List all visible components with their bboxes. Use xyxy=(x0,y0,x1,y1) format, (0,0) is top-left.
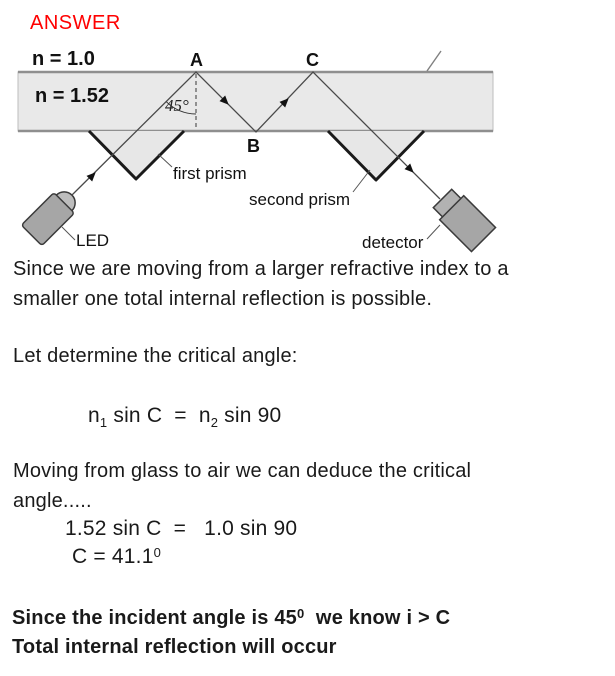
answer-heading: ANSWER xyxy=(30,12,121,34)
first-prism xyxy=(89,131,184,179)
snell-n2-subscript: 2 xyxy=(210,415,219,430)
snell-n2: n xyxy=(198,404,211,427)
solution-para3-line2: angle..... xyxy=(13,490,92,512)
second-prism-leader-line xyxy=(353,170,370,192)
snell-n1: n xyxy=(88,404,100,427)
snells-law-equation xyxy=(88,404,281,430)
surface-tick-mark xyxy=(427,51,441,71)
point-a-label: A xyxy=(190,50,203,70)
led-label: LED xyxy=(76,231,110,250)
point-c-label: C xyxy=(306,50,319,70)
second-prism xyxy=(328,131,424,180)
second-prism-label: second prism xyxy=(249,190,351,209)
result-degree-superscript: 0 xyxy=(153,545,162,560)
detector-leader-line xyxy=(427,225,440,239)
conclusion-line2: Total internal reflection will occur xyxy=(12,636,337,658)
snell-tail: sin 90 xyxy=(218,404,282,427)
solution-para3-line1: Moving from glass to air we can deduce the critical xyxy=(13,460,472,482)
critical-angle-result xyxy=(72,545,161,569)
snell-n1-subscript: 1 xyxy=(99,415,108,430)
prism-diagram xyxy=(0,0,615,260)
detector-label: detector xyxy=(362,233,424,252)
numeric-equation: 1.52 sin C = 1.0 sin 90 xyxy=(65,517,298,540)
solution-para2: Let determine the critical angle: xyxy=(13,345,298,367)
led-leader-line xyxy=(62,227,75,240)
snell-mid: sin C = xyxy=(107,404,199,427)
detector-device xyxy=(430,186,495,251)
conclusion1-pre: Since the incident angle is 45 xyxy=(12,607,297,629)
first-prism-leader-line xyxy=(158,154,172,167)
conclusion1-post: we know i > C xyxy=(304,607,451,629)
solution-para1-line2: smaller one total internal reflection is possible. xyxy=(13,288,433,310)
solution-para1-line1: Since we are moving from a larger refractive index to a xyxy=(13,258,509,280)
incident-angle-label: 45° xyxy=(165,96,189,115)
refractive-index-glass-label: n = 1.52 xyxy=(35,85,109,107)
first-prism-label: first prism xyxy=(173,164,247,183)
point-b-label: B xyxy=(247,136,260,156)
conclusion1-degree-superscript: 0 xyxy=(296,606,305,621)
conclusion-line1 xyxy=(12,606,450,630)
result-value: C = 41.1 xyxy=(72,545,154,568)
refractive-index-air-label: n = 1.0 xyxy=(32,48,95,70)
